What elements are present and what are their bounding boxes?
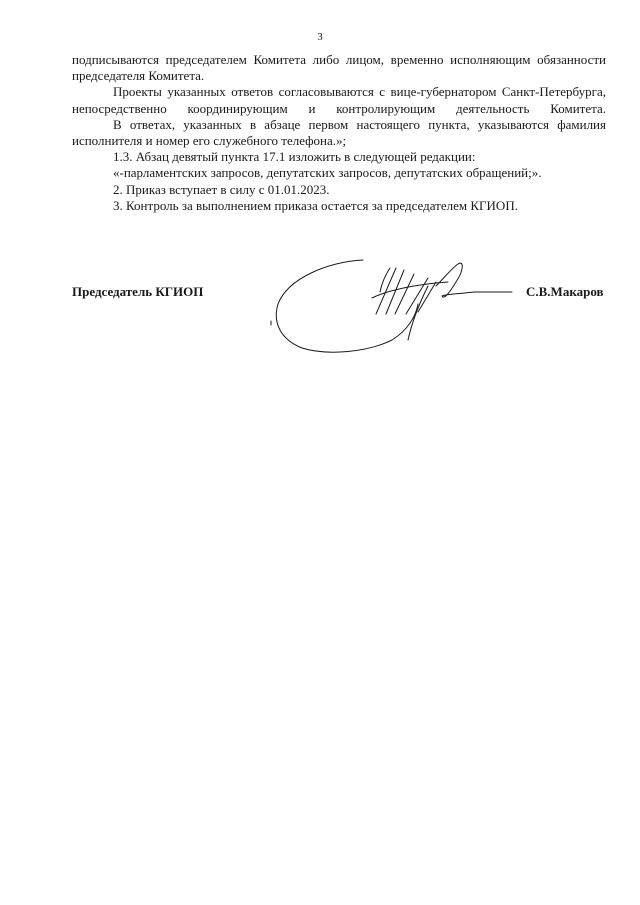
- document-body: [72, 52, 606, 214]
- paragraph: Проекты указанных ответов согласовываются с вице-губернатором Санкт-Петербурга, непосредственно координирующим и контролирующим деятельность Комитета.: [72, 84, 606, 116]
- paragraph: подписываются председателем Комитета либо лицом, временно исполняющим обязанности председателя Комитета.: [72, 52, 606, 84]
- paragraph: В ответах, указанных в абзаце первом настоящего пункта, указываются фамилия исполнителя и номер его служебного телефона.»;: [72, 116, 606, 149]
- handwritten-signature: [268, 256, 518, 368]
- signatory-title: Председатель КГИОП: [72, 284, 204, 299]
- page-number: 3: [317, 31, 323, 43]
- paragraph: «-парламентских запросов, депутатских запросов, депутатских обращений;».: [113, 165, 542, 181]
- signatory-name: С.В.Макаров: [526, 284, 604, 299]
- paragraph: 1.3. Абзац девятый пункта 17.1 изложить в следующей редакции:: [113, 149, 476, 165]
- paragraph: 2. Приказ вступает в силу с 01.01.2023.: [113, 181, 330, 197]
- paragraph: 3. Контроль за выполнением приказа остается за председателем КГИОП.: [113, 197, 518, 213]
